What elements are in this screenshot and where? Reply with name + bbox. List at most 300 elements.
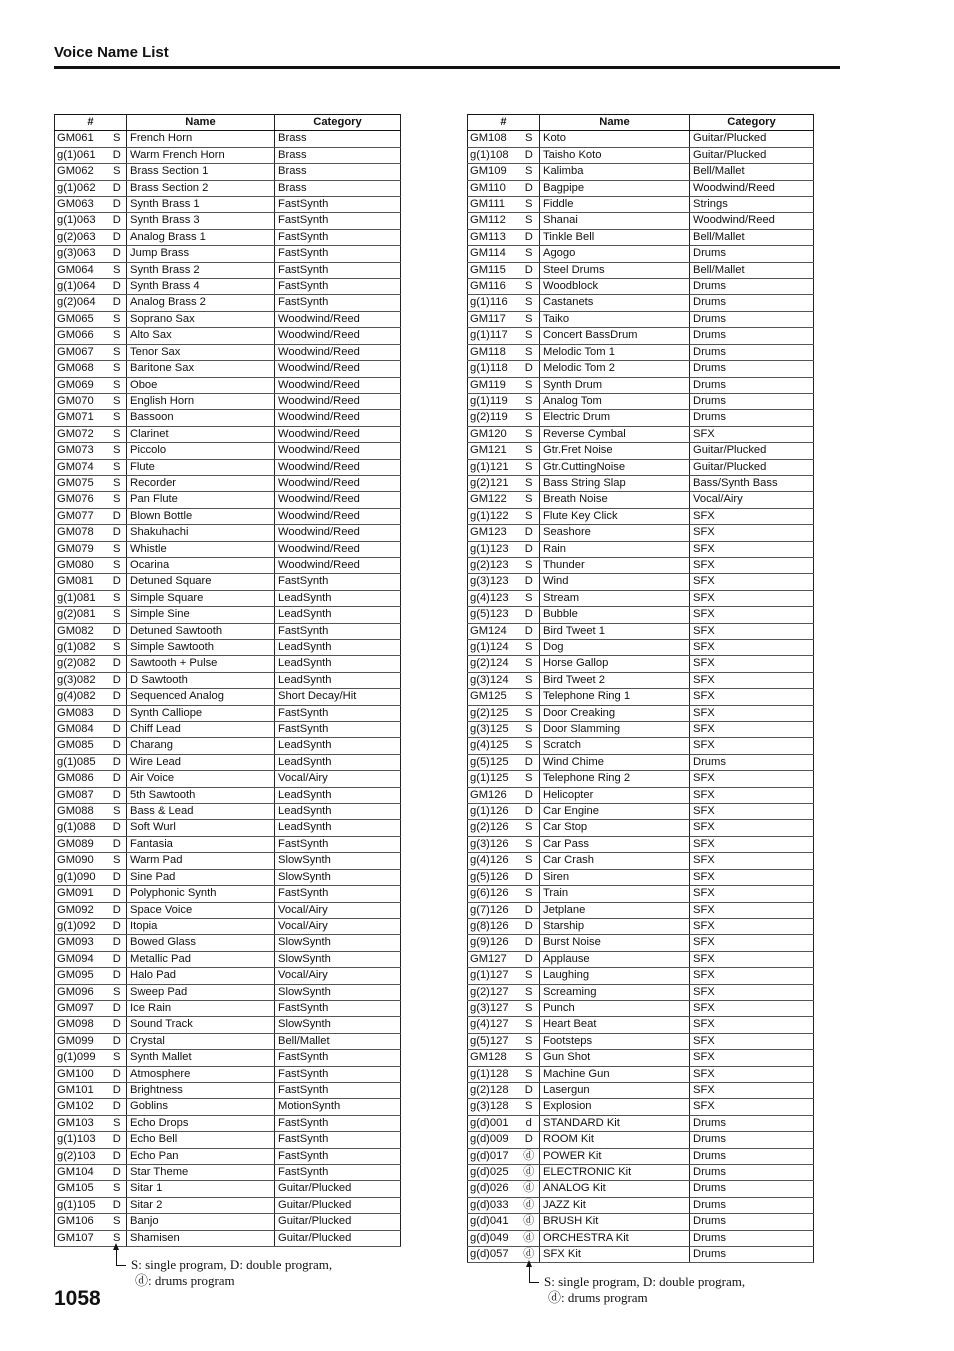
voice-name: ANALOG Kit [540, 1181, 690, 1197]
voice-number: g(2)064 [55, 295, 111, 311]
program-type: S [111, 640, 127, 656]
voice-number: GM067 [55, 344, 111, 360]
voice-number: GM095 [55, 968, 111, 984]
voice-name: Soprano Sax [127, 311, 275, 327]
program-type: D [111, 229, 127, 245]
table-row [55, 836, 401, 852]
program-type: S [111, 1230, 127, 1246]
program-type: S [522, 344, 540, 360]
voice-name: Star Theme [127, 1165, 275, 1181]
voice-name: Steel Drums [540, 262, 690, 278]
footnote-right [544, 1274, 745, 1306]
footnote-line-1: S: single program, D: double program, [131, 1257, 333, 1272]
voice-name: Itopia [127, 918, 275, 934]
voice-number: g(3)127 [468, 1000, 522, 1016]
program-type: D [111, 902, 127, 918]
voice-number: GM062 [55, 164, 111, 180]
voice-category: FastSynth [275, 229, 401, 245]
voice-number: g(4)125 [468, 738, 522, 754]
table-row [55, 1132, 401, 1148]
voice-name: Metallic Pad [127, 951, 275, 967]
voice-category: Guitar/Plucked [275, 1181, 401, 1197]
voice-number: GM100 [55, 1066, 111, 1082]
voice-number: GM069 [55, 377, 111, 393]
voice-name: Punch [540, 1000, 690, 1016]
table-row [468, 180, 814, 196]
table-row [468, 525, 814, 541]
program-type: D [111, 1165, 127, 1181]
table-row [468, 1017, 814, 1033]
program-type: S [111, 131, 127, 147]
voice-number: GM085 [55, 738, 111, 754]
table-row [55, 1115, 401, 1131]
voice-name: Applause [540, 951, 690, 967]
voice-name: Sine Pad [127, 869, 275, 885]
voice-category: SFX [690, 640, 814, 656]
voice-name: Echo Bell [127, 1132, 275, 1148]
voice-number: g(5)126 [468, 869, 522, 885]
voice-number: g(2)123 [468, 557, 522, 573]
voice-number: g(d)033 [468, 1197, 522, 1213]
voice-number: GM087 [55, 787, 111, 803]
voice-name: Shamisen [127, 1230, 275, 1246]
voice-category: LeadSynth [275, 607, 401, 623]
voice-number: GM117 [468, 311, 522, 327]
program-type: S [522, 1066, 540, 1082]
voice-category: Vocal/Airy [275, 902, 401, 918]
table-row [55, 131, 401, 147]
voice-number: GM128 [468, 1050, 522, 1066]
voice-name: Screaming [540, 984, 690, 1000]
program-type: S [522, 410, 540, 426]
voice-category: Guitar/Plucked [690, 131, 814, 147]
voice-number: GM103 [55, 1115, 111, 1131]
voice-category: Woodwind/Reed [275, 541, 401, 557]
table-row [468, 229, 814, 245]
voice-name: Sitar 1 [127, 1181, 275, 1197]
table-row [468, 968, 814, 984]
voice-number: g(1)117 [468, 328, 522, 344]
table-row [468, 426, 814, 442]
table-row [468, 918, 814, 934]
program-type: D [111, 1099, 127, 1115]
voice-name: Kalimba [540, 164, 690, 180]
voice-name: SFX Kit [540, 1247, 690, 1263]
voice-name: Halo Pad [127, 968, 275, 984]
program-type: S [522, 1000, 540, 1016]
program-type: D [111, 968, 127, 984]
voice-name: Horse Gallop [540, 656, 690, 672]
voice-name: Electric Drum [540, 410, 690, 426]
table-row [468, 1050, 814, 1066]
table-row [55, 492, 401, 508]
table-row [468, 623, 814, 639]
voice-number: GM091 [55, 886, 111, 902]
voice-number: g(2)124 [468, 656, 522, 672]
voice-name: Sound Track [127, 1017, 275, 1033]
table-row [468, 1165, 814, 1181]
program-type: S [522, 475, 540, 491]
voice-name: Crystal [127, 1033, 275, 1049]
table-row [55, 1148, 401, 1164]
voice-category: SFX [690, 771, 814, 787]
voice-category: Bass/Synth Bass [690, 475, 814, 491]
voice-category: Woodwind/Reed [690, 180, 814, 196]
voice-category: FastSynth [275, 1082, 401, 1098]
table-row [468, 311, 814, 327]
voice-name: ORCHESTRA Kit [540, 1230, 690, 1246]
voice-name: Bubble [540, 607, 690, 623]
program-type: d [522, 1115, 540, 1131]
voice-category: FastSynth [275, 623, 401, 639]
voice-name: Reverse Cymbal [540, 426, 690, 442]
table-body [468, 131, 814, 1263]
voice-name: STANDARD Kit [540, 1115, 690, 1131]
voice-name: BRUSH Kit [540, 1214, 690, 1230]
program-type: S [522, 213, 540, 229]
voice-name: Bassoon [127, 410, 275, 426]
column-header-category: Category [690, 115, 814, 131]
table-header-row [55, 115, 401, 131]
voice-number: GM071 [55, 410, 111, 426]
table-row [55, 1099, 401, 1115]
voice-category: Woodwind/Reed [275, 344, 401, 360]
voice-category: SlowSynth [275, 951, 401, 967]
voice-number: GM086 [55, 771, 111, 787]
footnote-arrow-icon [116, 1250, 117, 1266]
voice-name: Oboe [127, 377, 275, 393]
voice-number: g(2)126 [468, 820, 522, 836]
voice-name: Bass & Lead [127, 804, 275, 820]
footnote-hook-line [116, 1265, 126, 1266]
voice-category: FastSynth [275, 1000, 401, 1016]
voice-category: SFX [690, 853, 814, 869]
table-row [55, 279, 401, 295]
voice-category: SFX [690, 426, 814, 442]
voice-category: Woodwind/Reed [275, 459, 401, 475]
table-row [468, 1033, 814, 1049]
table-row [55, 213, 401, 229]
table-row [55, 1017, 401, 1033]
voice-number: g(1)099 [55, 1050, 111, 1066]
program-type: D [111, 836, 127, 852]
voice-category: Woodwind/Reed [275, 311, 401, 327]
table-row [55, 722, 401, 738]
voice-name: Analog Tom [540, 393, 690, 409]
program-type: D [111, 1148, 127, 1164]
voice-name: Sitar 2 [127, 1197, 275, 1213]
program-type: S [522, 508, 540, 524]
voice-category: Woodwind/Reed [275, 508, 401, 524]
voice-number: GM107 [55, 1230, 111, 1246]
table-row [55, 623, 401, 639]
table-header-row [468, 115, 814, 131]
program-type: D [522, 902, 540, 918]
footnote-line-2: ⓓ: drums program [135, 1273, 235, 1288]
voice-category: Woodwind/Reed [690, 213, 814, 229]
voice-name: Agogo [540, 246, 690, 262]
table-row [55, 754, 401, 770]
table-row [468, 672, 814, 688]
table-row [55, 672, 401, 688]
voice-name: Atmosphere [127, 1066, 275, 1082]
voice-number: GM122 [468, 492, 522, 508]
voice-name: Heart Beat [540, 1017, 690, 1033]
program-type: S [522, 328, 540, 344]
voice-name: Ice Rain [127, 1000, 275, 1016]
voice-category: Drums [690, 754, 814, 770]
voice-name: Echo Drops [127, 1115, 275, 1131]
program-type: S [111, 426, 127, 442]
voice-number: g(2)103 [55, 1148, 111, 1164]
voice-name: Woodblock [540, 279, 690, 295]
voice-category: Woodwind/Reed [275, 475, 401, 491]
program-type: S [522, 705, 540, 721]
program-type: S [522, 984, 540, 1000]
table-row [55, 164, 401, 180]
program-type: D [111, 771, 127, 787]
voice-category: Drums [690, 1230, 814, 1246]
table-row [55, 968, 401, 984]
voice-number: g(1)118 [468, 361, 522, 377]
program-type: S [522, 656, 540, 672]
voice-category: FastSynth [275, 295, 401, 311]
voice-number: GM113 [468, 229, 522, 245]
voice-category: Drums [690, 328, 814, 344]
voice-number: g(2)121 [468, 475, 522, 491]
table-row [468, 869, 814, 885]
voice-category: Woodwind/Reed [275, 361, 401, 377]
voice-name: Car Crash [540, 853, 690, 869]
voice-category: SFX [690, 836, 814, 852]
table-row [55, 1082, 401, 1098]
table-row [468, 443, 814, 459]
voice-number: g(4)126 [468, 853, 522, 869]
voice-number: g(4)082 [55, 689, 111, 705]
voice-category: SFX [690, 656, 814, 672]
table-row [468, 935, 814, 951]
program-type: D [522, 951, 540, 967]
table-body [55, 131, 401, 1247]
voice-category: SFX [690, 1000, 814, 1016]
voice-number: g(7)126 [468, 902, 522, 918]
voice-number: g(d)026 [468, 1181, 522, 1197]
voice-number: g(3)063 [55, 246, 111, 262]
program-type: D [111, 738, 127, 754]
voice-name: Shanai [540, 213, 690, 229]
voice-number: g(3)126 [468, 836, 522, 852]
voice-name: Synth Brass 3 [127, 213, 275, 229]
voice-number: GM089 [55, 836, 111, 852]
voice-number: GM112 [468, 213, 522, 229]
voice-number: GM127 [468, 951, 522, 967]
voice-number: GM076 [55, 492, 111, 508]
voice-number: GM096 [55, 984, 111, 1000]
voice-category: Woodwind/Reed [275, 410, 401, 426]
voice-number: GM116 [468, 279, 522, 295]
program-type: S [111, 361, 127, 377]
voice-name: French Horn [127, 131, 275, 147]
table-row [468, 557, 814, 573]
voice-category: LeadSynth [275, 804, 401, 820]
table-row [468, 475, 814, 491]
footnote-line-1: S: single program, D: double program, [544, 1274, 746, 1289]
voice-name: Machine Gun [540, 1066, 690, 1082]
program-type: S [111, 377, 127, 393]
program-type: D [111, 574, 127, 590]
voice-name: Detuned Sawtooth [127, 623, 275, 639]
table-row [468, 787, 814, 803]
voice-name: Synth Brass 4 [127, 279, 275, 295]
voice-name: Charang [127, 738, 275, 754]
column-header-category: Category [275, 115, 401, 131]
program-type: S [522, 590, 540, 606]
voice-number: GM110 [468, 180, 522, 196]
voice-name: Gtr.CuttingNoise [540, 459, 690, 475]
table-row [55, 607, 401, 623]
voice-category: LeadSynth [275, 787, 401, 803]
table-row [468, 754, 814, 770]
voice-category: SlowSynth [275, 935, 401, 951]
voice-number: GM079 [55, 541, 111, 557]
voice-category: Brass [275, 147, 401, 163]
voice-name: Alto Sax [127, 328, 275, 344]
voice-category: SFX [690, 984, 814, 1000]
table-row [55, 344, 401, 360]
table-row [55, 1000, 401, 1016]
voice-name: Synth Mallet [127, 1050, 275, 1066]
voice-name: Helicopter [540, 787, 690, 803]
table-row [468, 508, 814, 524]
table-row [468, 197, 814, 213]
table-row [55, 557, 401, 573]
voice-number: g(3)123 [468, 574, 522, 590]
voice-number: g(1)119 [468, 393, 522, 409]
program-type: D [111, 1000, 127, 1016]
voice-category: FastSynth [275, 279, 401, 295]
voice-name: Train [540, 886, 690, 902]
voice-number: g(5)123 [468, 607, 522, 623]
voice-number: g(1)128 [468, 1066, 522, 1082]
table-row [468, 1000, 814, 1016]
voice-number: g(1)124 [468, 640, 522, 656]
voice-name: Synth Calliope [127, 705, 275, 721]
voice-category: SFX [690, 672, 814, 688]
table-row [468, 656, 814, 672]
voice-name: Tinkle Bell [540, 229, 690, 245]
program-type: D [522, 607, 540, 623]
voice-name: Lasergun [540, 1082, 690, 1098]
program-type: S [522, 672, 540, 688]
program-type: S [522, 443, 540, 459]
voice-name: Rain [540, 541, 690, 557]
voice-category: SFX [690, 590, 814, 606]
voice-number: g(1)063 [55, 213, 111, 229]
table-row [55, 525, 401, 541]
voice-number: GM064 [55, 262, 111, 278]
voice-number: g(1)090 [55, 869, 111, 885]
voice-category: Woodwind/Reed [275, 393, 401, 409]
voice-name: Door Creaking [540, 705, 690, 721]
program-type: D [522, 1132, 540, 1148]
voice-name: Brightness [127, 1082, 275, 1098]
voice-category: SFX [690, 902, 814, 918]
voice-number: g(1)121 [468, 459, 522, 475]
footnote-hook-line [529, 1282, 539, 1283]
table-row [55, 689, 401, 705]
voice-name: Piccolo [127, 443, 275, 459]
voice-number: g(1)092 [55, 918, 111, 934]
voice-number: g(3)082 [55, 672, 111, 688]
voice-name: JAZZ Kit [540, 1197, 690, 1213]
program-type: D [111, 1197, 127, 1213]
voice-category: Guitar/Plucked [275, 1230, 401, 1246]
program-type: S [111, 853, 127, 869]
table-row [468, 984, 814, 1000]
voice-category: Guitar/Plucked [690, 147, 814, 163]
voice-name: Analog Brass 2 [127, 295, 275, 311]
voice-category: Drums [690, 1132, 814, 1148]
program-type: D [522, 1082, 540, 1098]
voice-category: Woodwind/Reed [275, 557, 401, 573]
program-type: S [111, 984, 127, 1000]
program-type: S [522, 426, 540, 442]
table-row [468, 262, 814, 278]
voice-category: SlowSynth [275, 869, 401, 885]
voice-category: Drums [690, 344, 814, 360]
voice-category: LeadSynth [275, 820, 401, 836]
program-type: D [111, 525, 127, 541]
program-type: S [111, 1115, 127, 1131]
table-row [468, 771, 814, 787]
voice-category: Drums [690, 295, 814, 311]
voice-number: GM099 [55, 1033, 111, 1049]
voice-name: Whistle [127, 541, 275, 557]
voice-category: Drums [690, 1247, 814, 1263]
table-row [468, 1099, 814, 1115]
voice-category: SFX [690, 557, 814, 573]
table-row [55, 869, 401, 885]
voice-number: GM104 [55, 1165, 111, 1181]
voice-name: Synth Brass 1 [127, 197, 275, 213]
table-row [55, 935, 401, 951]
program-type: S [111, 344, 127, 360]
voice-name: Soft Wurl [127, 820, 275, 836]
voice-name: Wind [540, 574, 690, 590]
voice-category: Vocal/Airy [275, 771, 401, 787]
program-type: D [111, 754, 127, 770]
table-row [55, 1197, 401, 1213]
voice-number: g(d)041 [468, 1214, 522, 1230]
program-type: S [522, 311, 540, 327]
voice-name: Blown Bottle [127, 508, 275, 524]
program-type: S [111, 590, 127, 606]
table-row [55, 1230, 401, 1246]
program-type: S [522, 492, 540, 508]
page-title: Voice Name List [54, 44, 169, 61]
table-row [55, 771, 401, 787]
voice-number: GM074 [55, 459, 111, 475]
voice-number: g(d)009 [468, 1132, 522, 1148]
voice-number: g(1)116 [468, 295, 522, 311]
voice-category: Drums [690, 1148, 814, 1164]
voice-category: Guitar/Plucked [690, 459, 814, 475]
program-type: ⓓ [522, 1230, 540, 1246]
footnote-arrow-icon [529, 1267, 530, 1283]
voice-category: FastSynth [275, 246, 401, 262]
voice-category: LeadSynth [275, 672, 401, 688]
table-row [468, 164, 814, 180]
